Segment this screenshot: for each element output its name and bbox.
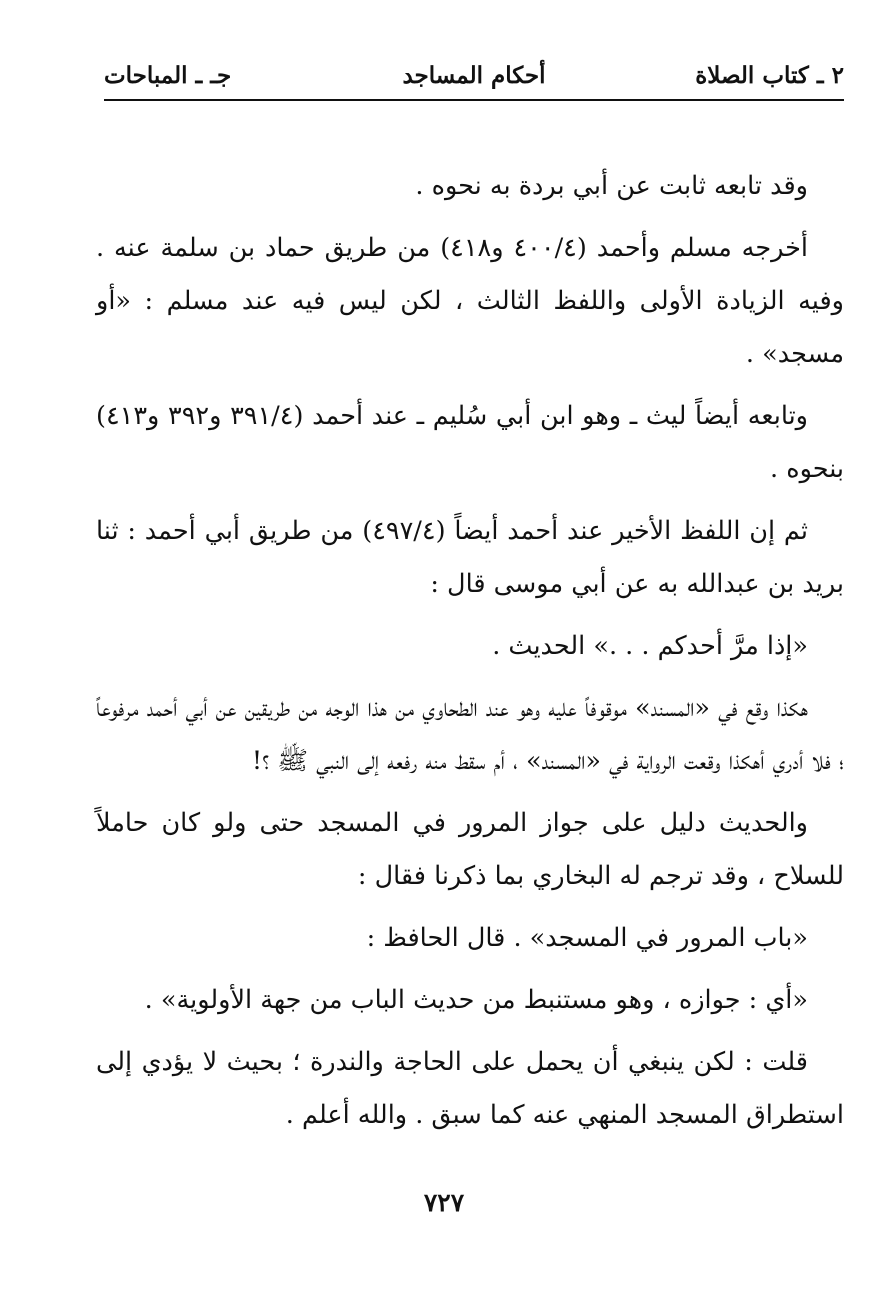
paragraph: «باب المرور في المسجد» . قال الحافظ : [366,923,808,953]
section-title: أحكام المساجد [402,62,546,89]
page-number: ٧٢٧ [423,1188,465,1217]
paragraph: ثم إن اللفظ الأخير عند أحمد أيضاً (٤٩٧/٤) من طريق أبي أحمد : ثنا بريد بن عبدالله به عن أبي موسى قال : [96,516,844,599]
paragraph: قلت : لكن ينبغي أن يحمل على الحاجة والندرة ؛ بحيث لا يؤدي إلى استطراق المسجد المنهي عنه كما سبق . والله أعلم . [96,1047,844,1130]
running-header [104,58,844,102]
paragraph: وتابعه أيضاً ليث ـ وهو ابن أبي سُليم ـ عند أحمد (٣٩١/٤ و٣٩٢ و٤١٣) بنحوه . [96,401,844,484]
paragraph: والحديث دليل على جواز المرور في المسجد حتى ولو كان حاملاً للسلاح ، وقد ترجم له البخاري بما ذكرنا فقال : [96,808,844,891]
header-rule [104,99,844,101]
chapter-title: ٢ ـ كتاب الصلاة [695,62,844,89]
paragraph: وقد تابعه ثابت عن أبي بردة به نحوه . [415,171,808,201]
paragraph: هكذا وقع في «المسند» موقوفاً عليه وهو عند الطحاوي من هذا الوجه من طريقين عن أبي أحمد مرفوعاً ؛ فلا أدري أهكذا وقعت الرواية في «المسند» ، أم سقط منه رفعه إلى النبي ﷺ ؟! [96,693,844,776]
body-text [96,160,844,1151]
subsection-title: جـ ـ المباحات [104,62,232,89]
paragraph: «إذا مرَّ أحدكم . . .» الحديث . [492,631,808,661]
paragraph: أخرجه مسلم وأحمد (٤٠٠/٤ و٤١٨) من طريق حماد بن سلمة عنه . وفيه الزيادة الأولى واللفظ الثالث ، لكن ليس فيه عند مسلم : «أو مسجد» . [96,233,844,369]
paragraph: «أي : جوازه ، وهو مستنبط من حديث الباب من جهة الأولوية» . [144,985,808,1015]
